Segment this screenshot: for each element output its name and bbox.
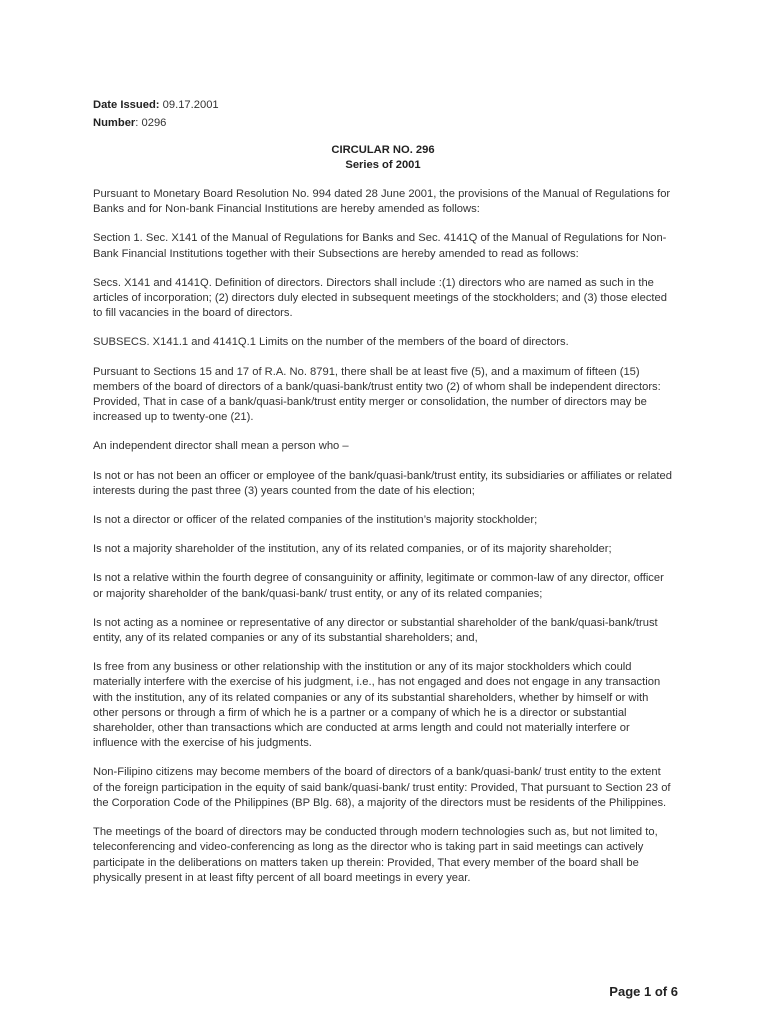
number-value: : 0296	[135, 117, 167, 129]
paragraph-independent-director-def: An independent director shall mean a person who –	[93, 440, 349, 453]
paragraph-criterion-6: Is free from any business or other relationship with the institution or any of its major stockholders which could materially interfere with the exercise of his judgment, i.e., has not engaged and does not engage in any transaction with the institution, any of its related companies or any of its substantial shareholders, whether by himself or with other persons or through a firm of which he is a partner or a company of which he is a director or substantial shareholder, other than transactions which are conducted at arms length and could not materially interfere or influence with the exercise of his judgments.	[93, 661, 661, 750]
paragraph-meetings: The meetings of the board of directors may be conducted through modern technologies such as, but not limited to, teleconferencing and video-conferencing as long as the director who is taking part in said meetings can actively participate in the deliberations on matters taken up therein: Provided, That every member of the board shall be physically present in at least fifty percent of all board meetings in every year.	[93, 826, 658, 884]
page-current: 1	[644, 984, 652, 999]
paragraph-preamble: Pursuant to Monetary Board Resolution No. 994 dated 28 June 2001, the provisions of the Manual of Regulations for Banks and for Non-bank Financial Institutions are hereby amended as follows:	[93, 188, 671, 216]
page-total: 6	[670, 984, 678, 999]
paragraph-criterion-5: Is not acting as a nominee or representative of any director or substantial shareholder of the bank/quasi-bank/trust entity, any of its related companies or any of its substantial shareholders; and,	[93, 616, 658, 645]
paragraph-criterion-3: Is not a majority shareholder of the institution, any of its related companies, or of its majority shareholder;	[93, 543, 612, 556]
paragraph-criterion-2: Is not a director or officer of the related companies of the institution’s majority stockholder;	[93, 514, 538, 527]
date-issued-value: 09.17.2001	[162, 99, 219, 111]
number-line	[93, 114, 673, 132]
paragraph-board-size: Pursuant to Sections 15 and 17 of R.A. No. 8791, there shall be at least five (5), and a maximum of fifteen (15) members of the board of directors of a bank/quasi-bank/trust entity two (2) of whom shall be independent directors: Provided, That in case of a bank/quasi-bank/trust entity merger or consolidation, the number of directors may be increased up to twenty-one (21).	[93, 365, 661, 424]
circular-title	[93, 143, 673, 173]
page-indicator	[609, 984, 678, 999]
paragraph-non-filipino: Non-Filipino citizens may become members of the board of directors of a bank/quasi-bank/ trust entity to the extent of the foreign participation in the equity of said bank/quasi-bank/ trust entity: Provided, That pursuant to Section 23 of the Corporation Code of the Philippines (BP Blg. 68), a majority of the directors must be residents of the Philippines.	[93, 766, 671, 809]
paragraph-subsecs-limits: SUBSECS. X141.1 and 4141Q.1 Limits on the number of the members of the board of directors.	[93, 336, 569, 349]
circular-number: CIRCULAR NO. 296	[331, 144, 435, 156]
paragraph-criterion-1: Is not or has not been an officer or employee of the bank/quasi-bank/trust entity, its subsidiaries or affiliates or related interests during the past three (3) years counted from the date of his election;	[93, 469, 672, 497]
date-issued-line	[93, 96, 673, 114]
date-issued-label: Date Issued:	[93, 99, 160, 111]
circular-series: Series of 2001	[345, 159, 421, 171]
page-of: of	[654, 984, 668, 999]
paragraph-definition-of-directors: Secs. X141 and 4141Q. Definition of directors. Directors shall include :(1) directors who are named as such in the articles of incorporation; (2) directors duly elected in subsequent meetings of the stockholders; and (3) those elected to fill vacancies in the board of directors.	[93, 276, 667, 320]
page-label: Page	[609, 984, 641, 999]
document-page	[93, 96, 673, 886]
paragraph-section-1: Section 1. Sec. X141 of the Manual of Regulations for Banks and Sec. 4141Q of the Manual of Regulations for Non-Bank Financial Institutions together with their Subsections are hereby amended to read as follows:	[93, 232, 667, 260]
number-label: Number	[93, 117, 136, 129]
paragraph-criterion-4: Is not a relative within the fourth degree of consanguinity or affinity, legitimate or common-law of any director, officer or majority shareholder of the bank/quasi-bank/ trust entity, or any of its related companies;	[93, 572, 664, 600]
